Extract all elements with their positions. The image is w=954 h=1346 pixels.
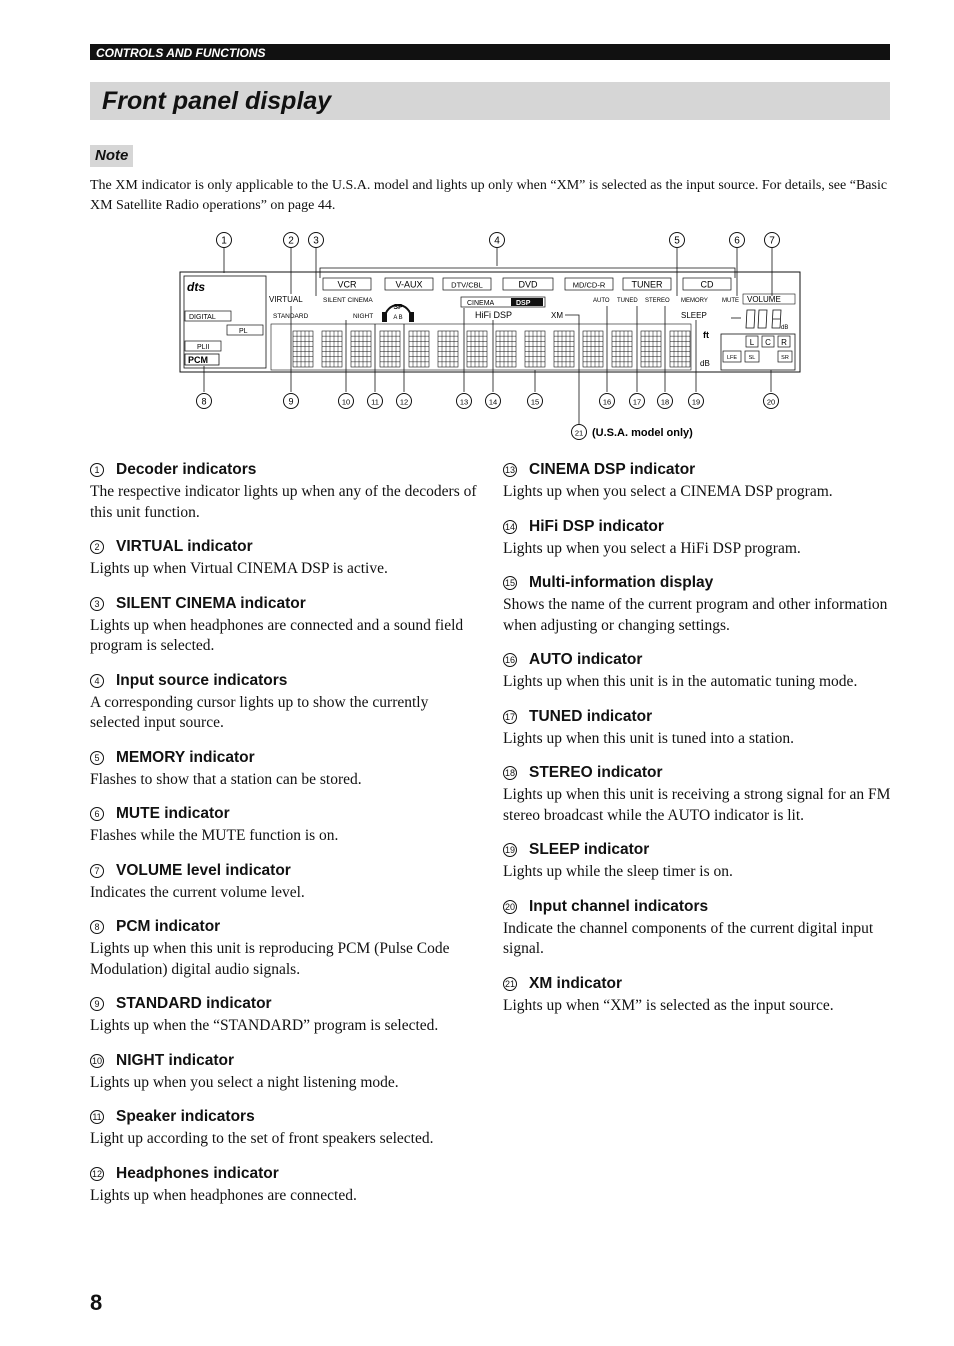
indicator-description bbox=[503, 974, 891, 1017]
indicator-heading bbox=[503, 573, 891, 593]
svg-text:A B: A B bbox=[393, 315, 403, 321]
tuned-indicator: TUNED bbox=[617, 298, 638, 304]
note-text: The XM indicator is only applicable to the U.S.A. model and lights up only when “XM” is selected as the input source. For details, see “Basic XM Satellite Radio operations” on page 44. bbox=[90, 178, 888, 213]
indicator-heading bbox=[90, 917, 478, 937]
front-panel-diagram bbox=[175, 228, 815, 446]
svg-text:16: 16 bbox=[602, 397, 612, 407]
callouts-top bbox=[217, 233, 780, 248]
indicator-description bbox=[90, 460, 478, 523]
item-description: Lights up when headphones are connected. bbox=[90, 1186, 357, 1204]
callout-6 bbox=[730, 233, 745, 248]
digital-indicator: DIGITAL bbox=[189, 314, 216, 321]
db-indicator: dB bbox=[700, 359, 710, 368]
item-title: NIGHT indicator bbox=[116, 1051, 234, 1069]
svg-text:TUNER: TUNER bbox=[631, 279, 663, 290]
volume-db-indicator: dB bbox=[781, 325, 789, 331]
item-number: 9 bbox=[90, 997, 104, 1011]
item-title: Headphones indicator bbox=[116, 1164, 279, 1182]
callout-15 bbox=[528, 394, 543, 409]
indicator-heading bbox=[90, 1164, 478, 1184]
ft-indicator: ft bbox=[703, 330, 709, 340]
callout-18 bbox=[658, 394, 673, 409]
display-character-cell bbox=[641, 331, 661, 367]
svg-text:2: 2 bbox=[288, 235, 294, 247]
item-title: STANDARD indicator bbox=[116, 995, 272, 1012]
item-number: 6 bbox=[90, 807, 104, 821]
indicator-description bbox=[90, 1164, 478, 1207]
svg-text:19: 19 bbox=[691, 397, 701, 407]
indicator-description bbox=[503, 517, 891, 560]
callout-13 bbox=[457, 394, 472, 409]
callout-20 bbox=[764, 394, 779, 409]
svg-text:MD/CD-R: MD/CD-R bbox=[572, 280, 606, 290]
item-title: CINEMA DSP indicator bbox=[529, 461, 696, 478]
svg-text:L: L bbox=[749, 338, 755, 347]
display-character-cell bbox=[438, 331, 458, 367]
indicator-heading bbox=[90, 861, 478, 881]
callout-9 bbox=[284, 394, 299, 409]
svg-text:14: 14 bbox=[488, 397, 498, 407]
indicator-heading bbox=[503, 650, 891, 670]
item-description: Shows the name of the current program and other information when adjusting or changing settings. bbox=[503, 596, 888, 634]
display-character-cell bbox=[554, 331, 574, 367]
item-title: VOLUME level indicator bbox=[116, 861, 291, 879]
display-character-cell bbox=[380, 331, 400, 367]
callout-1 bbox=[217, 233, 232, 248]
indicator-description bbox=[90, 1051, 478, 1094]
item-description: Lights up when “XM” is selected as the input source. bbox=[503, 996, 834, 1014]
callout-17 bbox=[630, 394, 645, 409]
item-number: 10 bbox=[91, 1055, 102, 1066]
input-channel-indicators bbox=[721, 334, 795, 370]
display-character-cell bbox=[583, 331, 603, 367]
item-title: TUNED indicator bbox=[529, 707, 653, 725]
item-number: 15 bbox=[504, 578, 515, 588]
svg-text:V-AUX: V-AUX bbox=[395, 279, 423, 290]
callout-10 bbox=[339, 394, 354, 409]
indicator-heading bbox=[503, 840, 891, 860]
display-character-cell bbox=[612, 331, 632, 367]
svg-text:CINEMA: CINEMA bbox=[467, 300, 495, 307]
item-title: HiFi DSP indicator bbox=[529, 517, 664, 535]
sleep-indicator: SLEEP bbox=[681, 311, 707, 320]
item-description: Lights up when this unit is receiving a strong signal for an FM stereo broadcast while the AUTO indicator is lit. bbox=[503, 786, 891, 824]
callout-2 bbox=[284, 233, 299, 248]
svg-text:9: 9 bbox=[288, 396, 294, 407]
display-character-cell bbox=[467, 331, 487, 367]
section-header-bar bbox=[90, 44, 890, 60]
indicator-description bbox=[503, 707, 891, 750]
callout-5 bbox=[670, 233, 685, 248]
indicator-heading bbox=[90, 671, 478, 691]
indicator-heading bbox=[90, 537, 478, 557]
auto-indicator: AUTO bbox=[593, 298, 610, 304]
svg-text:12: 12 bbox=[399, 397, 409, 407]
indicator-heading bbox=[503, 897, 891, 917]
usa-model-note: (U.S.A. model only) bbox=[592, 427, 693, 439]
display-character-cell bbox=[525, 331, 545, 367]
night-indicator: NIGHT bbox=[353, 313, 374, 320]
indicator-description bbox=[90, 537, 478, 580]
display-character-cell bbox=[351, 331, 371, 367]
item-number: 16 bbox=[504, 655, 515, 665]
item-number: 13 bbox=[504, 465, 515, 475]
callout-16 bbox=[600, 394, 615, 409]
indicator-heading bbox=[503, 707, 891, 727]
item-title: AUTO indicator bbox=[529, 651, 643, 668]
item-number: 17 bbox=[504, 711, 515, 722]
display-character-cell bbox=[496, 331, 516, 367]
item-number: 14 bbox=[504, 521, 515, 532]
item-number: 3 bbox=[90, 597, 104, 611]
svg-text:CD: CD bbox=[700, 279, 714, 290]
indicator-description bbox=[90, 861, 478, 904]
item-number: 12 bbox=[91, 1168, 102, 1179]
svg-text:LFE: LFE bbox=[726, 355, 738, 361]
display-character-cell bbox=[293, 331, 313, 367]
svg-text:8: 8 bbox=[201, 396, 207, 407]
callout-11 bbox=[368, 394, 383, 409]
callouts-bottom bbox=[197, 394, 779, 409]
item-description: Lights up when you select a night listening mode. bbox=[90, 1073, 399, 1091]
item-description: Light up according to the set of front speakers selected. bbox=[90, 1130, 434, 1147]
item-title: SILENT CINEMA indicator bbox=[116, 594, 306, 612]
item-description: Lights up when you select a HiFi DSP program. bbox=[503, 539, 801, 557]
indicator-description bbox=[90, 1107, 478, 1150]
mute-indicator: MUTE bbox=[722, 298, 739, 304]
dts-logo: dts bbox=[187, 280, 205, 294]
multi-information-display bbox=[293, 331, 690, 367]
svg-text:13: 13 bbox=[459, 397, 469, 407]
indicator-heading bbox=[90, 1107, 478, 1127]
callout-21 bbox=[572, 425, 694, 440]
item-title: XM indicator bbox=[529, 974, 623, 992]
indicator-description bbox=[503, 763, 891, 826]
pl-indicator: PL bbox=[239, 328, 248, 335]
page-title-box bbox=[90, 82, 890, 120]
svg-text:SL: SL bbox=[748, 355, 756, 361]
svg-text:7: 7 bbox=[769, 235, 775, 247]
input-source-indicators bbox=[323, 278, 731, 290]
item-title: MEMORY indicator bbox=[116, 748, 255, 766]
standard-indicator: STANDARD bbox=[273, 313, 309, 320]
svg-text:5: 5 bbox=[674, 235, 680, 247]
indicator-description bbox=[503, 840, 891, 883]
svg-text:6: 6 bbox=[734, 235, 740, 247]
item-number: 1 bbox=[90, 463, 104, 477]
item-description: Lights up when this unit is in the automatic tuning mode. bbox=[503, 673, 858, 690]
stereo-indicator: STEREO bbox=[645, 298, 670, 304]
descriptions-right-column bbox=[503, 460, 891, 1030]
item-description: Lights up when Virtual CINEMA DSP is active. bbox=[90, 560, 388, 577]
volume-label: VOLUME bbox=[747, 295, 781, 304]
item-description: The respective indicator lights up when any of the decoders of this unit function. bbox=[90, 483, 477, 521]
item-description: Indicates the current volume level. bbox=[90, 883, 305, 901]
item-title: PCM indicator bbox=[116, 918, 221, 935]
display-character-cell bbox=[670, 331, 690, 367]
item-number: 2 bbox=[90, 540, 104, 554]
item-title: SLEEP indicator bbox=[529, 841, 650, 858]
item-description: Lights up when this unit is tuned into a station. bbox=[503, 729, 795, 747]
svg-text:R: R bbox=[781, 338, 787, 347]
pcm-indicator: PCM bbox=[188, 355, 208, 365]
svg-text:21: 21 bbox=[574, 428, 584, 438]
svg-text:20: 20 bbox=[766, 397, 776, 407]
hifi-dsp-indicator: HiFi DSP bbox=[475, 310, 513, 320]
volume-level-digits bbox=[731, 310, 781, 328]
item-description: Flashes to show that a station can be stored. bbox=[90, 770, 362, 788]
callout-12 bbox=[397, 394, 412, 409]
item-description: Lights up when you select a CINEMA DSP program. bbox=[503, 483, 833, 500]
callout-7 bbox=[765, 233, 780, 248]
item-number: 19 bbox=[504, 845, 515, 855]
callout-4 bbox=[490, 233, 505, 248]
item-number: 8 bbox=[90, 920, 104, 934]
input-source-bracket bbox=[320, 268, 735, 278]
item-description: Lights up when headphones are connected and a sound field program is selected. bbox=[90, 616, 464, 654]
svg-text:15: 15 bbox=[530, 397, 540, 407]
item-title: VIRTUAL indicator bbox=[116, 538, 253, 555]
indicator-heading bbox=[503, 763, 891, 783]
item-description: Flashes while the MUTE function is on. bbox=[90, 827, 339, 844]
xm-indicator: XM bbox=[551, 311, 563, 320]
item-title: Decoder indicators bbox=[116, 461, 257, 478]
indicator-description bbox=[90, 671, 478, 734]
memory-indicator: MEMORY bbox=[681, 298, 708, 304]
indicator-description bbox=[503, 650, 891, 693]
page-title: Front panel display bbox=[102, 87, 332, 115]
item-title: STEREO indicator bbox=[529, 764, 663, 781]
callout-19 bbox=[689, 394, 704, 409]
descriptions-left-column bbox=[90, 460, 478, 1220]
item-number: 4 bbox=[90, 674, 104, 688]
indicator-description bbox=[503, 897, 891, 960]
svg-text:DTV/CBL: DTV/CBL bbox=[451, 280, 483, 290]
indicator-heading bbox=[90, 748, 478, 768]
callout-8 bbox=[197, 394, 212, 409]
note-label: Note bbox=[90, 145, 133, 167]
item-number: 20 bbox=[504, 901, 515, 912]
indicator-heading bbox=[90, 804, 478, 824]
item-number: 7 bbox=[90, 864, 104, 878]
svg-text:4: 4 bbox=[494, 235, 500, 247]
svg-text:DVD: DVD bbox=[518, 279, 538, 290]
silent-cinema-indicator: SILENT CINEMA bbox=[323, 297, 373, 304]
display-character-cell bbox=[322, 331, 342, 367]
indicator-description bbox=[90, 994, 478, 1037]
item-description: A corresponding cursor lights up to show the currently selected input source. bbox=[90, 693, 429, 731]
item-number: 21 bbox=[504, 978, 515, 989]
svg-text:SR: SR bbox=[781, 355, 789, 361]
pl2-indicator: PLII bbox=[197, 344, 210, 351]
svg-text:10: 10 bbox=[341, 397, 351, 407]
svg-text:1: 1 bbox=[221, 235, 227, 247]
svg-text:SP: SP bbox=[393, 304, 403, 311]
item-description: Lights up when this unit is reproducing PCM (Pulse Code Modulation) digital audio signals. bbox=[90, 940, 450, 978]
svg-text:C: C bbox=[765, 338, 771, 347]
page-number: 8 bbox=[90, 1290, 103, 1315]
item-title: Speaker indicators bbox=[116, 1108, 255, 1125]
item-description: Indicate the channel components of the current digital input signal. bbox=[503, 919, 874, 957]
svg-text:DSP: DSP bbox=[516, 300, 531, 307]
indicator-description bbox=[503, 573, 891, 636]
headphones-speaker-icon bbox=[382, 304, 414, 322]
section-header: CONTROLS AND FUNCTIONS bbox=[96, 46, 266, 60]
indicator-description bbox=[503, 460, 891, 503]
svg-text:11: 11 bbox=[371, 397, 379, 407]
item-title: Input channel indicators bbox=[529, 897, 709, 915]
indicator-description bbox=[90, 748, 478, 791]
item-description: Lights up when the “STANDARD” program is selected. bbox=[90, 1017, 439, 1034]
callout-14 bbox=[486, 394, 501, 409]
virtual-indicator: VIRTUAL bbox=[269, 295, 303, 304]
item-number: 5 bbox=[90, 751, 104, 765]
indicator-description bbox=[90, 917, 478, 980]
svg-text:18: 18 bbox=[660, 397, 670, 407]
indicator-heading bbox=[90, 994, 478, 1014]
item-title: Input source indicators bbox=[116, 671, 288, 689]
indicator-heading bbox=[503, 974, 891, 994]
svg-text:3: 3 bbox=[313, 235, 319, 247]
svg-text:VCR: VCR bbox=[337, 279, 357, 290]
svg-text:17: 17 bbox=[632, 397, 642, 407]
indicator-heading bbox=[90, 460, 478, 480]
indicator-heading bbox=[503, 517, 891, 537]
item-description: Lights up while the sleep timer is on. bbox=[503, 863, 733, 880]
indicator-heading bbox=[90, 1051, 478, 1071]
item-title: MUTE indicator bbox=[116, 805, 230, 822]
callout-3 bbox=[309, 233, 324, 248]
item-title: Multi-information display bbox=[529, 574, 714, 591]
indicator-description bbox=[90, 804, 478, 847]
item-number: 11 bbox=[90, 1110, 104, 1124]
indicator-description bbox=[90, 594, 478, 657]
item-number: 18 bbox=[504, 768, 515, 778]
indicator-heading bbox=[503, 460, 891, 480]
display-character-cell bbox=[409, 331, 429, 367]
indicator-heading bbox=[90, 594, 478, 614]
